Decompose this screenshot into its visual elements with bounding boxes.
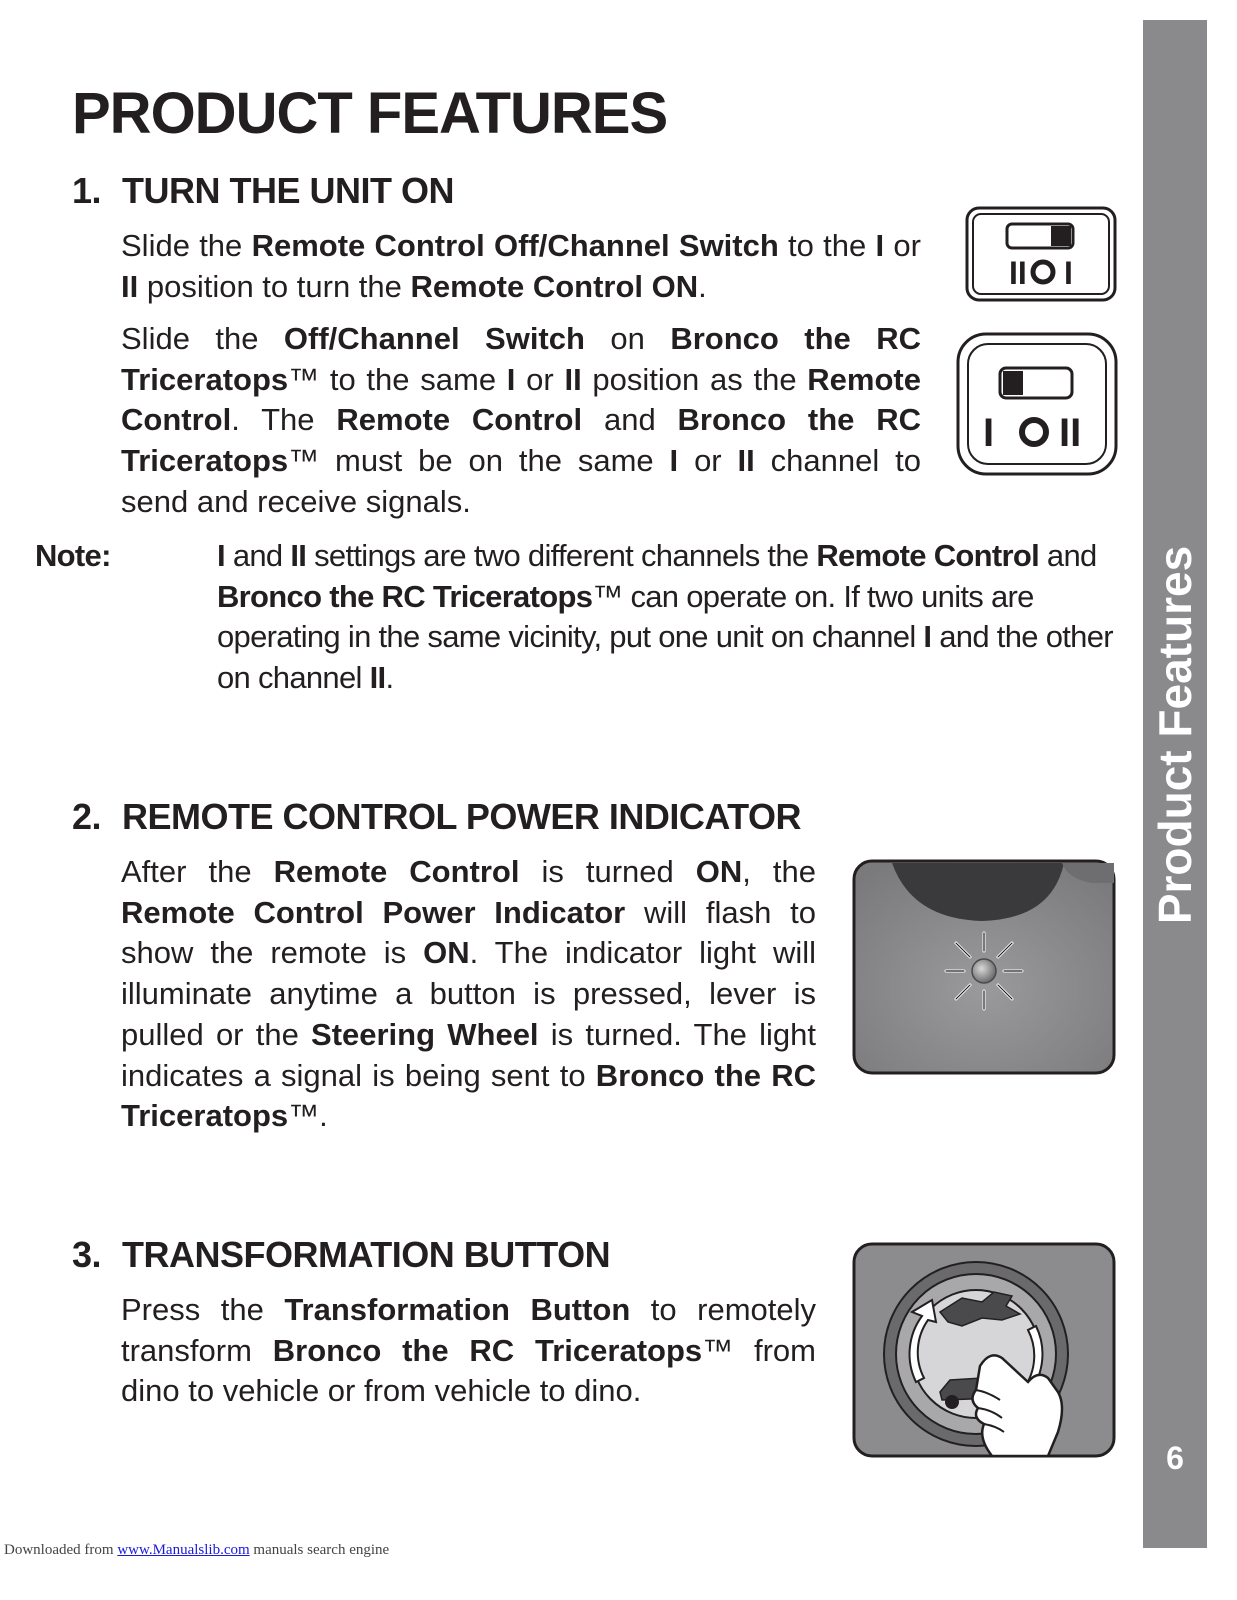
remote-switch-figure bbox=[965, 206, 1117, 302]
manualslib-link[interactable]: www.Manualslib.com bbox=[117, 1542, 250, 1558]
footer-prefix: Downloaded from bbox=[4, 1542, 118, 1558]
section-3-title: TRANSFORMATION BUTTON bbox=[122, 1234, 611, 1275]
power-indicator-light bbox=[972, 959, 996, 983]
section-3-heading bbox=[72, 1234, 610, 1276]
section-2-heading bbox=[72, 796, 801, 838]
section-3-number: 3. bbox=[72, 1234, 102, 1275]
section-1-title: TURN THE UNIT ON bbox=[122, 170, 454, 211]
section-1-number: 1. bbox=[72, 170, 102, 211]
dino-switch-figure bbox=[956, 332, 1118, 476]
page-number: 6 bbox=[1166, 1440, 1184, 1476]
section-2-title: REMOTE CONTROL POWER INDICATOR bbox=[122, 796, 802, 837]
remote-switch-label-i: I bbox=[1064, 255, 1073, 291]
switch-knob bbox=[1051, 226, 1071, 246]
section-1-paragraph-2: Slide the Off/Channel Switch on Bronco the RC Triceratops™ to the same I or II position as the Remote Control. The Remote Control and Bronco the RC Triceratops™ must be on the same I or II channel to send and receive signals. bbox=[121, 321, 922, 519]
section-2-paragraph: After the Remote Control is turned ON, the Remote Control Power Indicator will flash to show the remote is ON. The indicator light will illuminate anytime a button is pressed, lever is pulled or the Steering Wheel is turned. The light indicates a signal is being sent to Bronco the RC Triceratops™. bbox=[121, 854, 817, 1134]
section-1-paragraph-1: Slide the Remote Control Off/Channel Switch to the I or II position to turn the Remote Control ON. bbox=[121, 228, 921, 304]
switch-knob bbox=[1003, 371, 1023, 395]
section-1-heading bbox=[72, 170, 454, 212]
page-title: PRODUCT FEATURES bbox=[72, 81, 668, 146]
channel-note: Note: I and II settings are two different channels the Remote Control and Bronco the RC Triceratops™ can operate on. If two units are operating in the same vicinity, put one unit on channel I and the other on channel II. bbox=[35, 538, 1113, 696]
transformation-button-figure bbox=[852, 1242, 1116, 1458]
section-2-number: 2. bbox=[72, 796, 102, 837]
dino-switch-label-i: I bbox=[983, 411, 995, 455]
side-tab-label: Product Features bbox=[1149, 545, 1201, 925]
footer-suffix: manuals search engine bbox=[249, 1542, 390, 1558]
section-3-paragraph: Press the Transformation Button to remotely transform Bronco the RC Triceratops™ from dino to vehicle or from vehicle to dino. bbox=[121, 1292, 816, 1409]
download-footer bbox=[4, 1542, 389, 1559]
power-indicator-figure bbox=[852, 859, 1116, 1075]
remote-switch-label-ii: II bbox=[1009, 255, 1027, 291]
dino-switch-label-ii: II bbox=[1059, 411, 1082, 455]
